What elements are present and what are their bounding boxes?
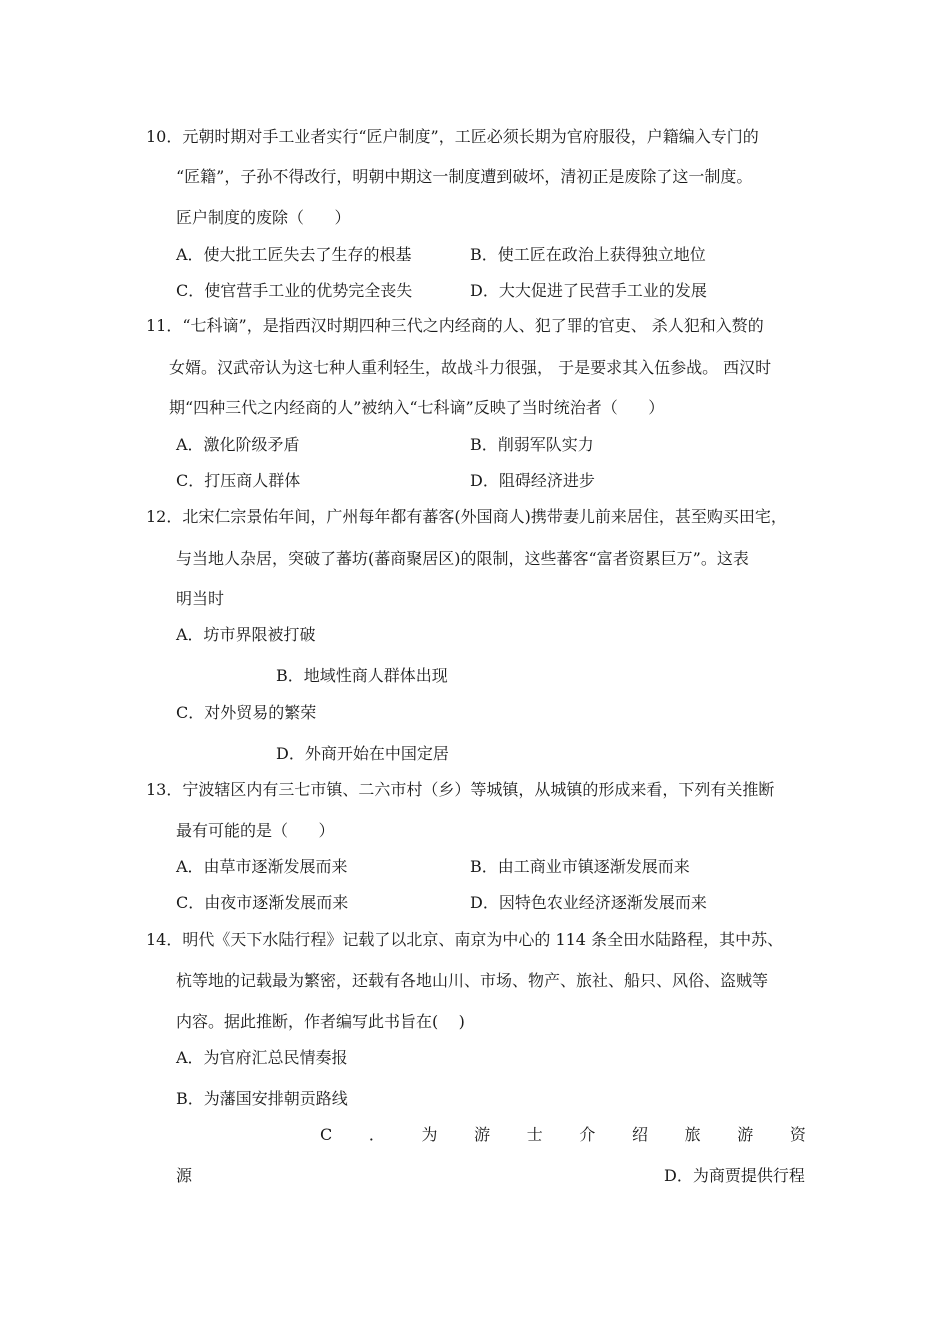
q14-option-c-char: C bbox=[320, 1125, 333, 1144]
q11-option-c: C．打压商人群体 bbox=[176, 471, 301, 490]
q14-option-a: A．为官府汇总民情奏报 bbox=[176, 1048, 348, 1067]
q12-option-c: C．对外贸易的繁荣 bbox=[176, 703, 317, 722]
q14-option-c-char: 旅 bbox=[684, 1125, 701, 1144]
q14-option-c-char: 为 bbox=[421, 1125, 438, 1144]
q14-option-c-justified bbox=[320, 1124, 806, 1146]
q13-stem-line-2: 最有可能的是（ ） bbox=[176, 821, 335, 840]
q14-option-c-char: 游 bbox=[737, 1125, 754, 1144]
q14-option-c-char: 资 bbox=[789, 1125, 806, 1144]
q14-option-c-char: 绍 bbox=[631, 1125, 648, 1144]
q12-option-a: A．坊市界限被打破 bbox=[176, 625, 316, 644]
q11-option-d: D．阻碍经济进步 bbox=[470, 471, 595, 490]
q12-stem-line-1: 12．北宋仁宗景佑年间，广州每年都有蕃客(外国商人)携带妻儿前来居住，甚至购买田宅， bbox=[146, 507, 787, 526]
q10-stem-line-1: 10．元朝时期对手工业者实行“匠户制度”，工匠必须长期为官府服役，户籍编入专门的 bbox=[146, 127, 759, 146]
q12-stem-line-2: 与当地人杂居，突破了蕃坊(蕃商聚居区)的限制，这些蕃客“富者资累巨万”。这表 bbox=[176, 549, 749, 568]
q11-stem-line-2: 女婿。汉武帝认为这七种人重利轻生，故战斗力很强， 于是要求其入伍参战。 西汉时 bbox=[169, 358, 772, 377]
q12-stem-line-3: 明当时 bbox=[176, 589, 225, 608]
q14-stem-line-1: 14．明代《天下水陆行程》记载了以北京、南京为中心的 114 条全田水陆路程，其中苏、 bbox=[146, 930, 784, 949]
q10-stem-line-2: “匠籍”，子孙不得改行，明朝中期这一制度遭到破坏，清初正是废除了这一制度。 bbox=[176, 167, 753, 186]
q14-stem-line-3: 内容。据此推断，作者编写此书旨在( ) bbox=[176, 1012, 465, 1031]
q10-option-d: D．大大促进了民营手工业的发展 bbox=[470, 281, 707, 300]
q13-option-b: B．由工商业市镇逐渐发展而来 bbox=[470, 857, 690, 876]
q11-stem-line-3: 期“四种三代之内经商的人”被纳入“七科谪”反映了当时统治者（ ） bbox=[169, 398, 665, 417]
q11-option-a: A．激化阶级矛盾 bbox=[176, 435, 300, 454]
q12-option-d: D．外商开始在中国定居 bbox=[276, 744, 449, 763]
q14-option-c-tail: 源 bbox=[176, 1166, 193, 1185]
q13-option-a: A．由草市逐渐发展而来 bbox=[176, 857, 348, 876]
q14-option-c-char: 介 bbox=[579, 1125, 596, 1144]
q10-option-c: C．使官营手工业的优势完全丧失 bbox=[176, 281, 413, 300]
q14-option-c-char: 游 bbox=[474, 1125, 491, 1144]
q11-stem-line-1: 11．“七科谪”，是指西汉时期四种三代之内经商的人、犯了罪的官吏、 杀人犯和入赘的 bbox=[146, 316, 764, 335]
q14-option-d: D．为商贾提供行程 bbox=[664, 1166, 805, 1185]
q10-option-a: A．使大批工匠失去了生存的根基 bbox=[176, 245, 412, 264]
q14-stem-line-2: 杭等地的记载最为繁密，还载有各地山川、市场、物产、旅社、船只、风俗、盗贼等 bbox=[176, 971, 769, 990]
q10-stem-line-3: 匠户制度的废除（ ） bbox=[176, 208, 351, 227]
q12-option-b: B．地域性商人群体出现 bbox=[276, 666, 448, 685]
q13-option-d: D．因特色农业经济逐渐发展而来 bbox=[470, 893, 707, 912]
q14-option-b: B．为藩国安排朝贡路线 bbox=[176, 1089, 348, 1108]
q14-option-c-char: 士 bbox=[526, 1125, 543, 1144]
q10-option-b: B．使工匠在政治上获得独立地位 bbox=[470, 245, 706, 264]
q11-option-b: B．削弱军队实力 bbox=[470, 435, 594, 454]
q13-option-c: C．由夜市逐渐发展而来 bbox=[176, 893, 349, 912]
q13-stem-line-1: 13．宁波辖区内有三七市镇、二六市村（乡）等城镇，从城镇的形成来看，下列有关推断 bbox=[146, 780, 775, 799]
q14-option-c-char: ． bbox=[368, 1125, 385, 1144]
